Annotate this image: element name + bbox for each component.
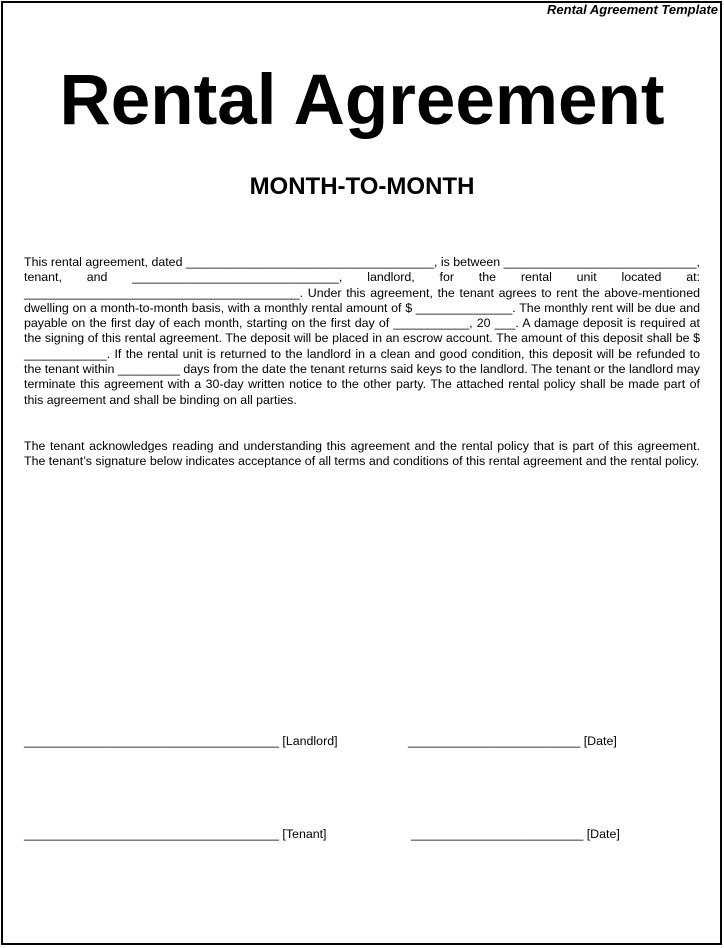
agreement-paragraph-terms: This rental agreement, dated ____________________________________, is between ____________________________, tenant, and ______________________________, landlord, for the rental unit located at: ________________________________________. Under this agreement, the tenant agrees to rent the above-mentioned dwelling on a month-to-month basis, with a monthly rental amount of $ ______________. The monthly rent will be due and payable on the first day of each month, starting on the first day of ___________, 20 ___. A damage deposit is required at the signing of this rental agreement. The deposit will be placed in an escrow account. The amount of this deposit shall be $ ____________. If the rental unit is returned to the landlord in a clean and good condition, this deposit will be refunded to the tenant within _________ days from the date the tenant returns said keys to the landlord. The tenant or the landlord may terminate this agreement with a 30-day written notice to the other party. The attached rental policy shall be made part of this agreement and shall be binding on all parties.	[24, 255, 700, 407]
agreement-paragraph-acknowledgement: The tenant acknowledges reading and understanding this agreement and the rental policy that is part of this agreement. The tenant’s signature below indicates acceptance of all terms and conditions of this rental agreement and the rental policy.	[24, 439, 700, 469]
document-title: Rental Agreement	[59, 61, 665, 140]
landlord-signature-line: _____________________________________ [Landlord]	[24, 734, 338, 748]
tenant-signature-line: _____________________________________ [Tenant]	[24, 827, 327, 841]
page-border	[1, 1, 722, 945]
tenant-signature-row	[24, 826, 700, 842]
template-header-label: Rental Agreement Template	[547, 2, 718, 17]
landlord-date-line: _________________________ [Date]	[408, 734, 617, 748]
tenant-date-line: _________________________ [Date]	[411, 827, 620, 841]
document-subtitle: MONTH-TO-MONTH	[249, 173, 475, 200]
landlord-signature-row	[24, 733, 700, 749]
